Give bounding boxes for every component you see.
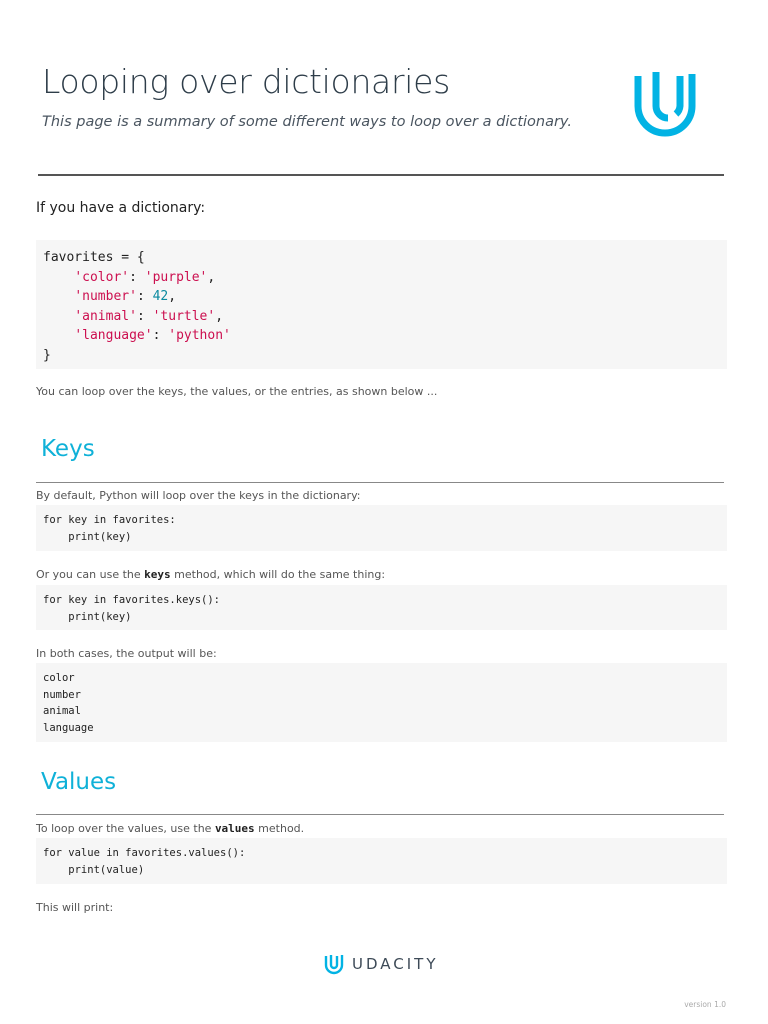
code-line: for key in favorites.keys(): xyxy=(43,594,221,606)
code-value: 'turtle' xyxy=(152,308,216,324)
code-line: print(value) xyxy=(43,863,145,876)
code-line: language xyxy=(43,721,94,734)
code-block-dictionary xyxy=(36,240,727,369)
code-block-keys-method xyxy=(36,585,727,630)
section-divider xyxy=(36,814,724,815)
text-span: method, which will do the same thing: xyxy=(170,568,386,581)
code-sep: : xyxy=(136,289,153,305)
code-end: , xyxy=(207,269,216,285)
code-key: 'animal' xyxy=(74,308,137,324)
keys-para-3: In both cases, the output will be: xyxy=(36,647,217,660)
keys-para-2 xyxy=(36,568,385,581)
version-label: version 1.0 xyxy=(684,1000,726,1009)
footer-logo xyxy=(324,953,439,975)
code-line: favorites = { xyxy=(43,250,145,265)
code-key: 'language' xyxy=(74,328,153,344)
code-block-keys-default xyxy=(36,505,727,551)
code-sep: : xyxy=(136,308,153,324)
code-block-keys-output xyxy=(36,663,727,742)
code-line: print(key) xyxy=(43,610,132,623)
code-value: 'purple' xyxy=(144,269,208,285)
page-subtitle: This page is a summary of some different ways to loop over a dictionary. xyxy=(42,114,573,130)
code-line: number xyxy=(43,688,81,701)
code-line: } xyxy=(43,347,51,363)
code-line: print(key) xyxy=(43,530,132,543)
intro-text: If you have a dictionary: xyxy=(36,200,206,216)
udacity-logo-icon xyxy=(632,66,708,144)
code-line: color xyxy=(43,672,75,684)
code-sep: : xyxy=(129,269,145,285)
inline-code: keys xyxy=(144,568,171,581)
code-line: animal xyxy=(43,705,81,717)
section-heading-keys: Keys xyxy=(41,436,95,462)
text-span: method. xyxy=(254,822,305,835)
code-key: 'number' xyxy=(74,289,137,305)
page-title: Looping over dictionaries xyxy=(42,62,451,101)
values-para-2: This will print: xyxy=(36,901,114,914)
code-line: for key in favorites: xyxy=(43,514,176,526)
keys-para-1: By default, Python will loop over the keys in the dictionary: xyxy=(36,489,361,502)
intro-after-text: You can loop over the keys, the values, or the entries, as shown below ... xyxy=(36,385,438,398)
code-line: for value in favorites.values(): xyxy=(43,847,246,859)
values-para-1 xyxy=(36,822,304,835)
code-value: 'python' xyxy=(168,328,231,344)
footer-brand: UDACITY xyxy=(352,955,439,973)
code-block-values xyxy=(36,838,727,884)
code-key: 'color' xyxy=(74,269,130,285)
header-divider xyxy=(38,174,724,176)
code-sep: : xyxy=(152,328,169,344)
text-span: To loop over the values, use the xyxy=(36,822,215,835)
code-end: , xyxy=(215,308,224,324)
inline-code: values xyxy=(214,822,255,835)
code-end: , xyxy=(168,289,177,305)
section-heading-values: Values xyxy=(41,769,117,795)
code-value: 42 xyxy=(152,289,169,305)
text-span: Or you can use the xyxy=(36,568,145,581)
section-divider xyxy=(36,482,724,483)
udacity-logo-small-icon xyxy=(324,953,344,975)
